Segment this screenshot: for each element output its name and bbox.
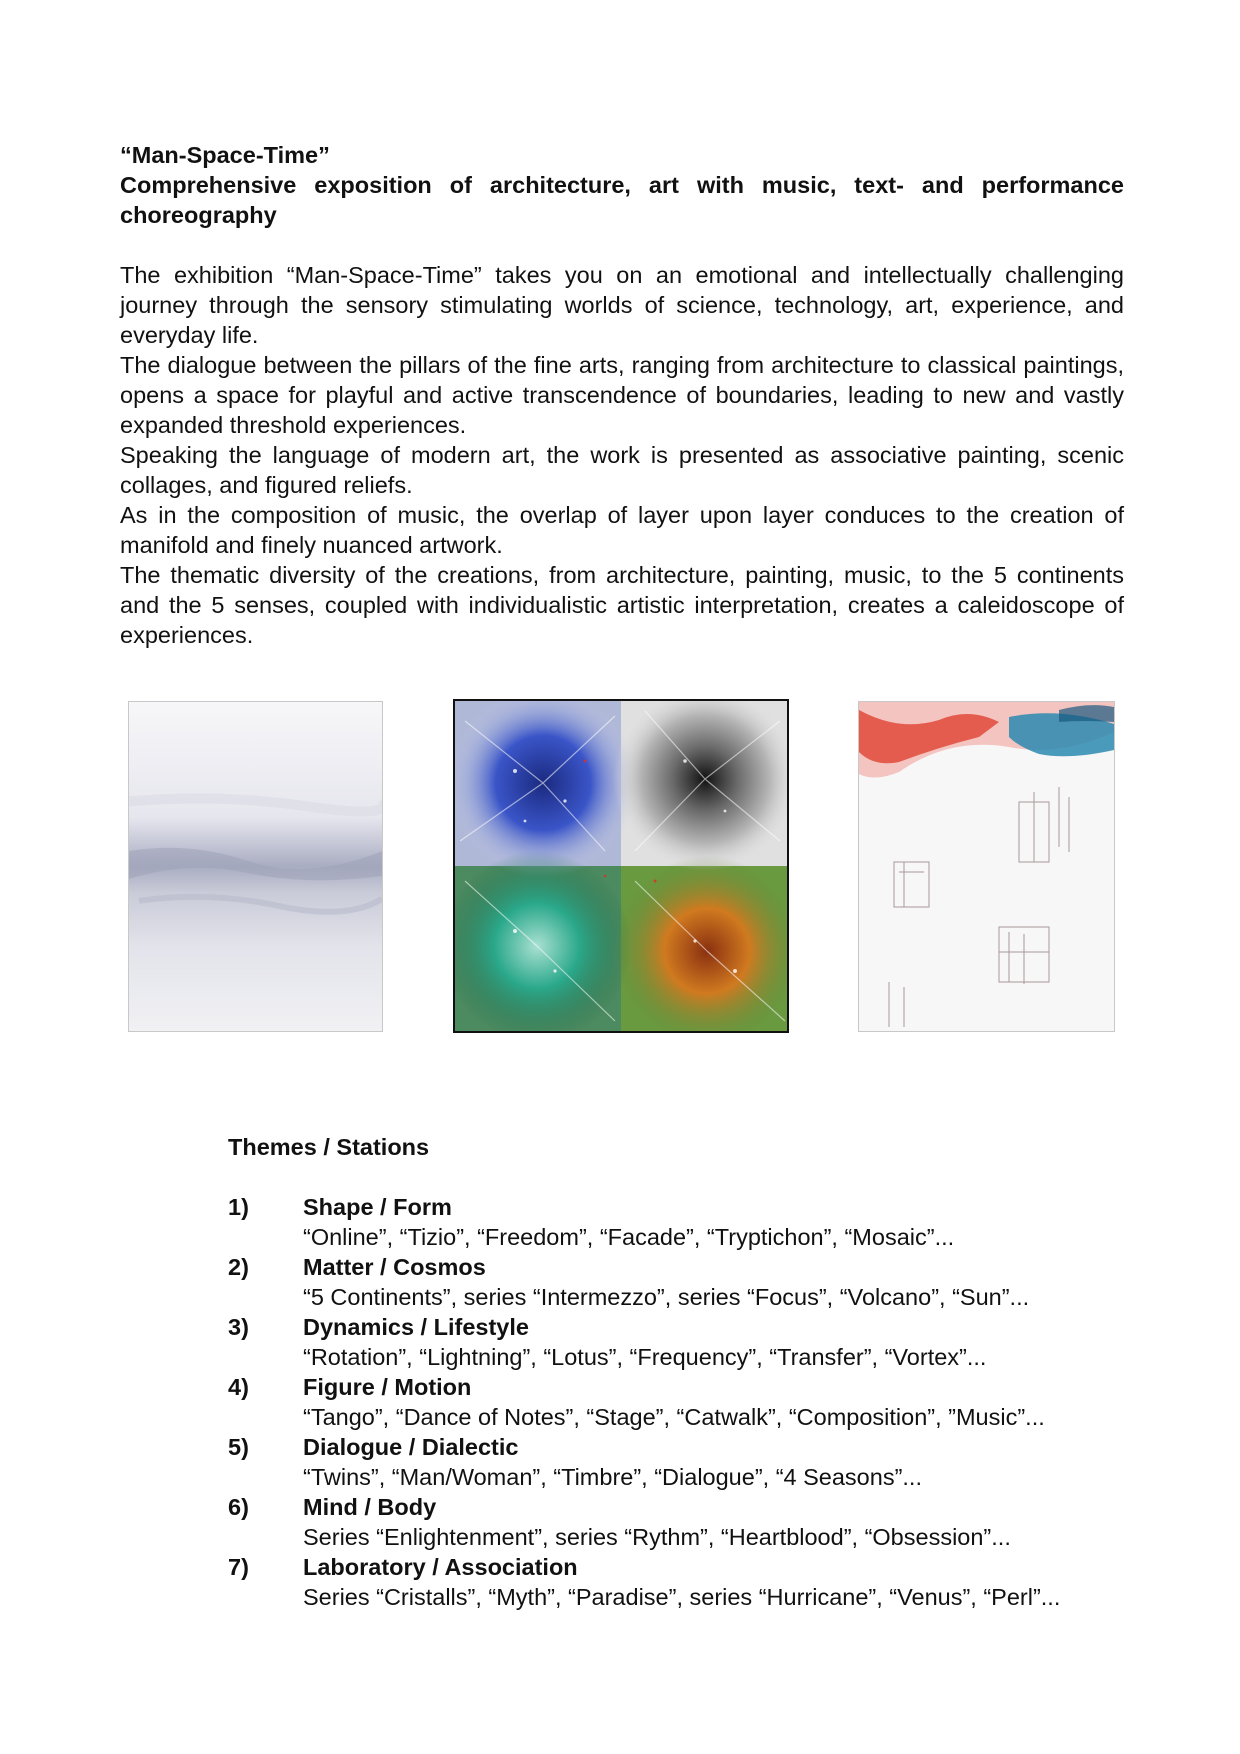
intro-paragraph: The exhibition “Man-Space-Time” takes you on an emotional and intellectually challenging journey through the sensory stimulating worlds of science, technology, art, experience, and everyday life. <box>120 262 1124 348</box>
theme-title: Laboratory / Association <box>303 1554 578 1580</box>
painting-sky-sketch <box>858 701 1115 1032</box>
document-page <box>120 140 1124 650</box>
theme-number: 7) <box>228 1554 249 1580</box>
theme-item <box>228 1312 1128 1372</box>
intro-paragraph: The thematic diversity of the creations, from architecture, painting, music, to the 5 continents and the 5 senses, coupled with individualistic artistic interpretation, creates a caleidoscope of experiences. <box>120 562 1124 648</box>
theme-works: Series “Enlightenment”, series “Rythm”, “Heartblood”, “Obsession”... <box>303 1524 1011 1550</box>
theme-item <box>228 1252 1128 1312</box>
theme-number: 5) <box>228 1434 249 1460</box>
intro-paragraph: The dialogue between the pillars of the fine arts, ranging from architecture to classical paintings, opens a space for playful and active transcendence of boundaries, leading to new and vastly expanded threshold experiences. <box>120 352 1124 438</box>
theme-number: 1) <box>228 1194 249 1220</box>
intro-paragraph: As in the composition of music, the overlap of layer upon layer conduces to the creation of manifold and finely nuanced artwork. <box>120 502 1124 558</box>
intro-paragraph: Speaking the language of modern art, the work is presented as associative painting, scenic collages, and figured reliefs. <box>120 442 1124 498</box>
theme-works: “Tango”, “Dance of Notes”, “Stage”, “Catwalk”, “Composition”, ”Music”... <box>303 1404 1045 1430</box>
theme-item <box>228 1432 1128 1492</box>
painting-pale-horizon <box>128 701 383 1032</box>
theme-title: Mind / Body <box>303 1494 437 1520</box>
theme-title: Matter / Cosmos <box>303 1254 486 1280</box>
themes-section <box>228 1132 1128 1612</box>
theme-title: Shape / Form <box>303 1194 452 1220</box>
painting-four-bursts <box>453 699 789 1033</box>
theme-works: “Rotation”, “Lightning”, “Lotus”, “Frequency”, “Transfer”, “Vortex”... <box>303 1344 987 1370</box>
theme-number: 3) <box>228 1314 249 1340</box>
theme-number: 4) <box>228 1374 249 1400</box>
theme-works: “Twins”, “Man/Woman”, “Timbre”, “Dialogue”, “4 Seasons”... <box>303 1464 922 1490</box>
title-block <box>120 140 1124 230</box>
theme-number: 2) <box>228 1254 249 1280</box>
themes-heading: Themes / Stations <box>228 1134 430 1160</box>
theme-item <box>228 1552 1128 1612</box>
theme-item <box>228 1492 1128 1552</box>
theme-works: “Online”, “Tizio”, “Freedom”, “Facade”, “Tryptichon”, “Mosaic”... <box>303 1224 955 1250</box>
theme-number: 6) <box>228 1494 249 1520</box>
intro-text <box>120 260 1124 650</box>
theme-works: “5 Continents”, series “Intermezzo”, series “Focus”, “Volcano”, “Sun”... <box>303 1284 1030 1310</box>
theme-item <box>228 1372 1128 1432</box>
theme-title: Dialogue / Dialectic <box>303 1434 519 1460</box>
document-subtitle: Comprehensive exposition of architecture, art with music, text- and performance choreography <box>120 172 1124 228</box>
theme-title: Dynamics / Lifestyle <box>303 1314 529 1340</box>
theme-item <box>228 1192 1128 1252</box>
theme-works: Series “Cristalls”, “Myth”, “Paradise”, series “Hurricane”, “Venus”, “Perl”... <box>303 1584 1061 1610</box>
theme-title: Figure / Motion <box>303 1374 472 1400</box>
document-title: “Man-Space-Time” <box>120 142 330 168</box>
